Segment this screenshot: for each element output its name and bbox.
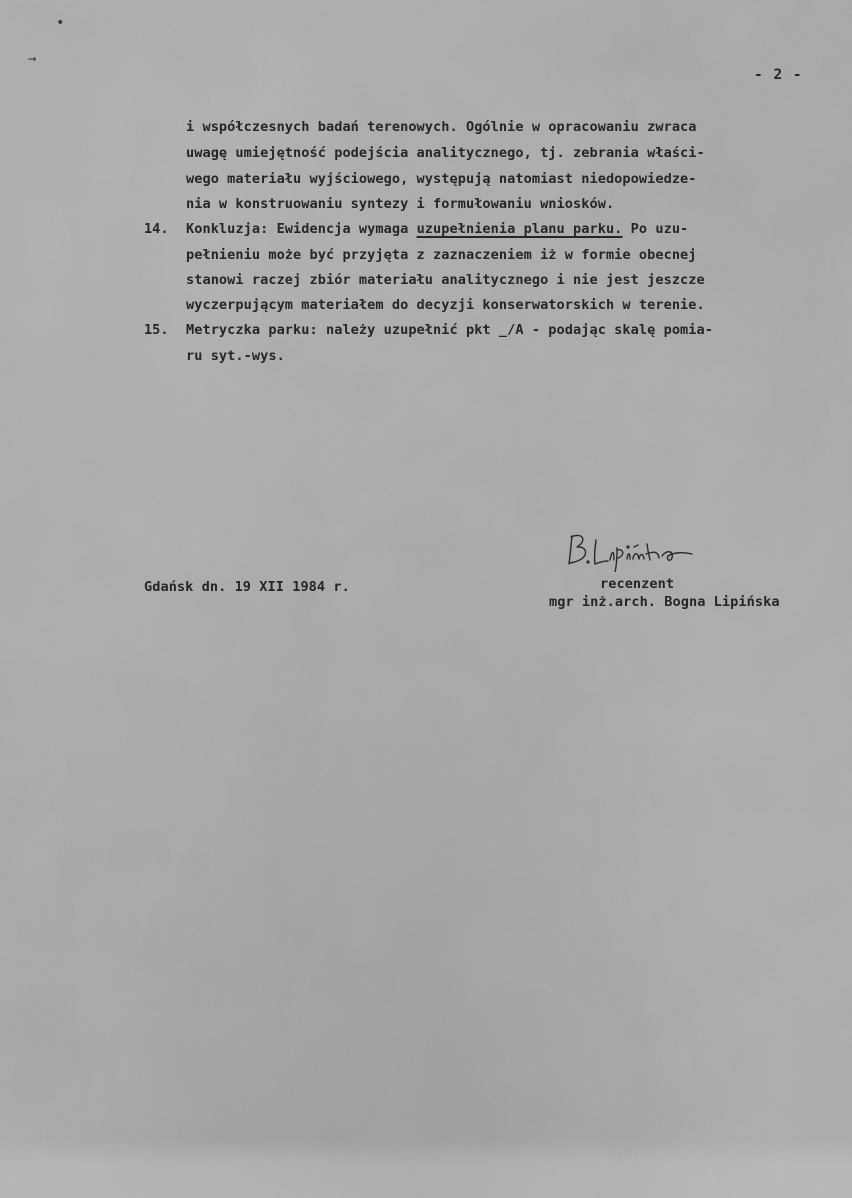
handwritten-signature	[562, 528, 712, 572]
margin-dot-mark: •	[56, 15, 65, 31]
margin-arrow-mark: →	[28, 51, 37, 67]
paper-fold-shading	[0, 1140, 852, 1198]
item-14-line-3: stanowi raczej zbiór materiału analitycznego i nie jest jeszcze	[186, 272, 705, 288]
paragraph-line-3: wego materiału wyjściowego, występują natomiast niedopowiedze-	[186, 171, 697, 187]
item-14-line-1	[186, 221, 688, 237]
paragraph-line-2: uwagę umiejętność podejścia analitycznego, tj. zebrania właści-	[186, 145, 705, 161]
signatory-role: recenzent	[600, 576, 675, 592]
item-15-line-2: ru syt.-wys.	[186, 348, 285, 364]
paragraph-line-1: i współczesnych badań terenowych. Ogólnie w opracowaniu zwraca	[186, 119, 697, 135]
item-15-line-1: Metryczka parku: należy uzupełnić pkt _/A - podając skalę pomia-	[186, 322, 713, 338]
paragraph-line-4: nia w konstruowaniu syntezy i formułowaniu wniosków.	[186, 196, 615, 212]
item-14-underlined-text: uzupełnienia planu parku.	[416, 221, 623, 237]
item-14-number: 14.	[144, 221, 169, 237]
item-14-line-2: pełnieniu może być przyjęta z zaznaczeniem iż w formie obecnej	[186, 247, 697, 263]
place-date: Gdańsk dn. 19 XII 1984 r.	[144, 579, 350, 595]
item-15-number: 15.	[144, 322, 169, 338]
page-number: - 2 -	[754, 67, 803, 83]
signatory-name: mgr inż.arch. Bogna Lipińska	[549, 594, 780, 610]
item-14-line-4: wyczerpującym materiałem do decyzji konserwatorskich w terenie.	[186, 297, 705, 313]
item-14-text-start: Konkluzja: Ewidencja wymaga	[186, 221, 417, 237]
item-14-text-end: Po uzu-	[622, 221, 689, 237]
